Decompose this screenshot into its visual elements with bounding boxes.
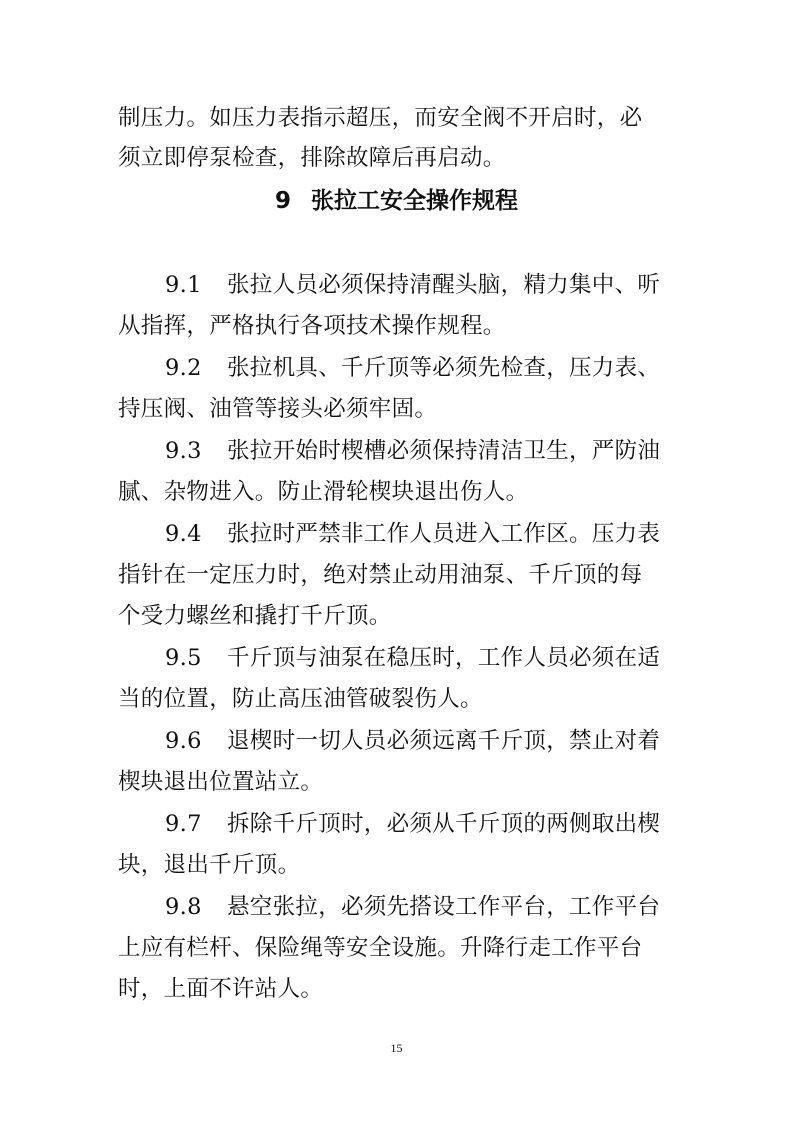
clause-text: 千斤顶与油泵在稳压时，工作人员必须在适 (227, 645, 661, 671)
clause-9-1-first-line (165, 270, 678, 300)
section-heading (0, 186, 793, 216)
clause-9-2-first-line (165, 353, 678, 383)
clause-9-6-line-2: 楔块退出位置站立。 (118, 769, 324, 795)
clause-text: 张拉人员必须保持清醒头脑，精力集中、听 (227, 272, 661, 298)
clause-number: 9.7 (165, 811, 202, 837)
clause-9-4-first-line (165, 519, 678, 549)
clause-9-3-first-line (165, 436, 678, 466)
section-number: 9 (274, 188, 291, 214)
clause-9-4-line-3: 个受力螺丝和撬打千斤顶。 (118, 603, 392, 629)
clause-9-2-line-2: 持压阀、油管等接头必须牢固。 (118, 396, 438, 422)
clause-9-5-line-2: 当的位置，防止高压油管破裂伤人。 (118, 686, 483, 712)
clause-text: 悬空张拉，必须先搭设工作平台，工作平台 (227, 894, 661, 920)
clause-9-8-line-2: 上应有栏杆、保险绳等安全设施。升降行走工作平台 (118, 935, 643, 961)
clause-number: 9.8 (165, 894, 202, 920)
clause-number: 9.5 (165, 645, 202, 671)
clause-9-1-line-2: 从指挥，严格执行各项技术操作规程。 (118, 313, 506, 339)
clause-9-7-first-line (165, 809, 678, 839)
section-title: 张拉工安全操作规程 (311, 188, 518, 214)
clause-number: 9.2 (165, 355, 202, 381)
page-number: 15 (390, 1041, 403, 1055)
clause-9-8-first-line (165, 892, 678, 922)
clause-number: 9.4 (165, 521, 202, 547)
clause-9-5-first-line (165, 643, 678, 673)
clause-number: 9.3 (165, 438, 202, 464)
clause-text: 拆除千斤顶时，必须从千斤顶的两侧取出楔 (227, 811, 661, 837)
intro-line-1: 制压力。如压力表指示超压，而安全阀不开启时，必 (118, 105, 643, 131)
clause-text: 退楔时一切人员必须远离千斤顶，禁止对着 (227, 728, 661, 754)
clause-9-3-line-2: 腻、杂物进入。防止滑轮楔块退出伤人。 (118, 479, 529, 505)
clause-text: 张拉时严禁非工作人员进入工作区。压力表 (227, 521, 661, 547)
clause-number: 9.6 (165, 728, 202, 754)
clause-text: 张拉开始时楔槽必须保持清洁卫生，严防油 (227, 438, 661, 464)
clause-number: 9.1 (165, 272, 202, 298)
clause-9-4-line-2: 指针在一定压力时，绝对禁止动用油泵、千斤顶的每 (118, 562, 643, 588)
clause-9-6-first-line (165, 726, 678, 756)
clause-9-7-line-2: 块，退出千斤顶。 (118, 852, 301, 878)
intro-line-2: 须立即停泵检查，排除故障后再启动。 (118, 145, 506, 171)
clause-9-8-line-3: 时，上面不许站人。 (118, 976, 324, 1002)
clause-text: 张拉机具、千斤顶等必须先检查，压力表、 (227, 355, 661, 381)
